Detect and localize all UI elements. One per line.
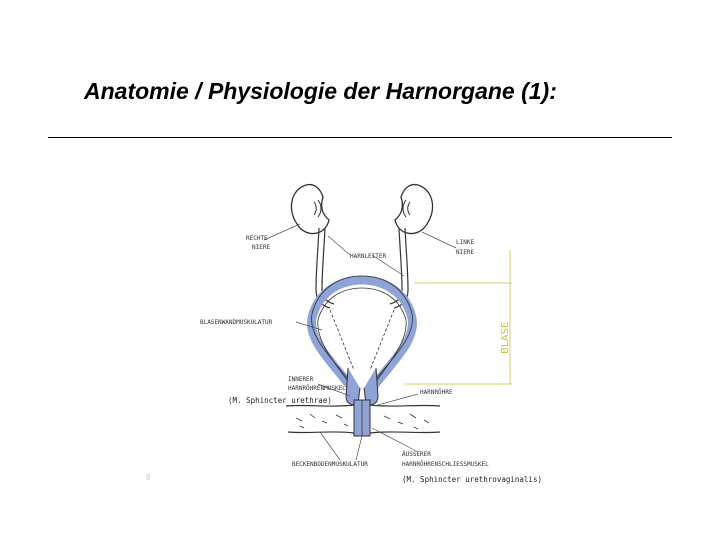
left-kidney [395, 185, 433, 234]
label-aeusserer-harnroehrenschliessmuskel: HARNRÖHRENSCHLIESSMUSKEL [402, 461, 489, 468]
label-linke: LINKE [456, 239, 475, 246]
label-sphincter-urethrae: (M. Sphincter urethrae) [228, 396, 332, 405]
blase-range-guides [404, 250, 512, 384]
label-innerer: INNERER [288, 376, 314, 383]
label-harnleiter: HARNLEITER [350, 253, 387, 260]
label-rechte: RECHTE [246, 235, 268, 242]
label-innerer-harnroehrenmuskel: HARNRÖHRENMUSKEL [288, 385, 346, 392]
label-harnroehre: HARNRÖHRE [420, 389, 453, 396]
label-blase: BLASE [500, 321, 511, 354]
label-sphincter-urethrovaginalis: (M. Sphincter urethrovaginalis) [402, 475, 542, 484]
label-aeusserer: ÄUSSERER [402, 451, 431, 458]
label-rechte-niere: NIERE [252, 244, 271, 251]
right-kidney [291, 185, 329, 234]
label-linke-niere: NIERE [456, 249, 475, 256]
label-blasenwandmuskulatur: BLASENWANDMUSKULATUR [200, 319, 273, 326]
label-beckenbodenmuskulatur: BECKENBODENMUSKULATUR [292, 461, 368, 468]
urethra [354, 400, 370, 436]
slide-number: 8 [146, 473, 151, 482]
page-title: Anatomie / Physiologie der Harnorgane (1): [84, 78, 557, 104]
ureters [316, 228, 408, 308]
